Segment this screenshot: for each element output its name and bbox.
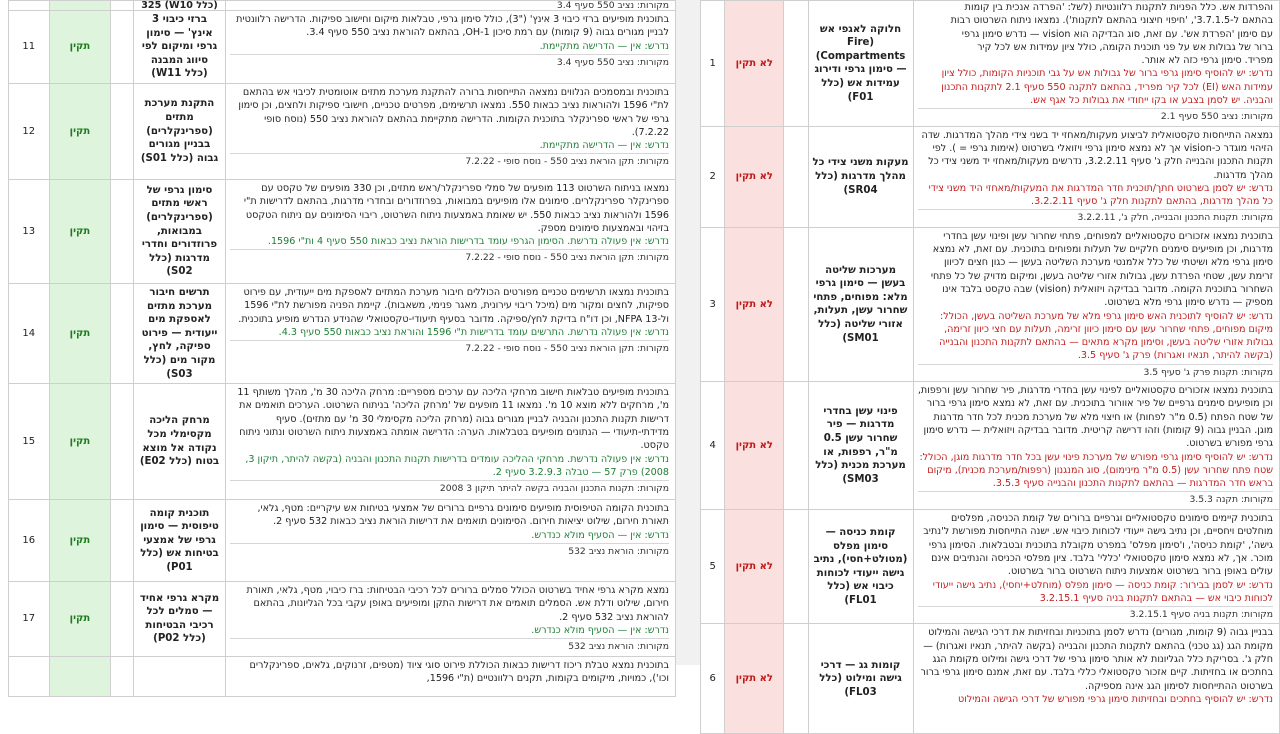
requirement-name: מעקות משני צידי כל מהלך מדרגות (כלל SR04) (808, 126, 913, 227)
spacer-cell (111, 582, 133, 656)
description-line: מפריד. סימון גרפי כזה לא אותר. (1141, 55, 1273, 67)
table-row (9, 283, 676, 383)
requirement-description (913, 382, 1279, 510)
description-text: בבניין גבוה (9 קומות, מגורים) נדרש לסמן בתוכניות ובחזיתות את דרכי הגישה והמילוט מקומת הגג (גג טכני) בהתאם לתקנות התכנון והבנייה (בקשה להיתר, תנאיו ואגרות) — חלק ג'. בסריקת כלל הגליונות לא אותר סימון גרפי של דרכי גישה ומילוט מקומת הגג בחתכים או בחזיתות. קיים אזכור טקסטואלי כללי בלבד. עם זאת, אמנם סימון גרפי ברור בשרטוט ההתייחסות לסימון הגג אינה מספיקה. (920, 627, 1273, 692)
requirement-description (226, 582, 676, 656)
status-badge: לא תקין (725, 510, 784, 624)
requirement-name (133, 656, 225, 696)
required-action: נדרש: יש להוסיף לתוכנית האש סימון גרפי מלא של מערכת השליטה בעשן, הכולל: מיקום מפוחים, פתחי שחרור עשן עם סימון כיוון זרימה, תעלות עם חצי כיוון זרימה, גבולות אזורי שליטה בעשן, וסימון מקרא מתאים — בהתאם לתקנות התכנון והבנייה (בקשה להיתר, תנאיו ואגרות) פרק ג' סעיף 3.5. (939, 310, 1273, 362)
status-badge: תקין (49, 83, 111, 179)
status-badge: לא תקין (725, 382, 784, 510)
row-number: 1 (701, 1, 725, 127)
source-reference: מקורות: תקן הוראת נציב 550 - נוסח סופי - 7.2.22 (230, 249, 669, 264)
description-text: בתוכנית מופיעים ברזי כיבוי 3 אינץ' ("3), כולל סימון גרפי, טבלאות מיקום וחישוב ספיקות. הדרישה רלוונטית לבניין מגורים גבוה (9 קומות) עם רמת סיכון OH-1, בהתאם להוראת נציב 550 סעיף 3.4. (236, 14, 669, 39)
row-number: 12 (9, 83, 50, 179)
required-action: נדרש: יש להוסיף סימון גרפי ברור של גבולות אש על גבי תוכניות הקומות, כולל ציון עמידות האש (EI) לכל קיר מפריד, בהתאם לתקנה 550 סעיף 2.1 לתקנות התכנון והבניה. יש לסמן בצבע או בקו ייחודי את גבולות כל אגף אש. (941, 68, 1273, 107)
source-reference: מקורות: נציב 550 סעיף 3.4 (230, 54, 669, 69)
requirement-description (226, 500, 676, 582)
description-line: בהתאם ל-3.7.1.5', 'חיפוי חיצוני בהתאם לתקנות'). נמצאו ניתוח השרטוט רבות (950, 15, 1273, 27)
row-number (9, 656, 50, 696)
spacer-cell (111, 283, 133, 383)
requirement-name: תוכנית קומה טיפוסית — סימון גרפי של אמצעי בטיחות אש (כלל P01) (133, 500, 225, 582)
requirement-description (226, 656, 676, 696)
status-badge: תקין (49, 582, 111, 656)
requirement-name: מערכות שליטה בעשן — סימון גרפי מלא: מפוחים, פתחי שחרור עשן, תעלות, אזורי שליטה (כלל SM01) (808, 227, 913, 381)
table-row (9, 500, 676, 582)
source-reference: מקורות: תקנות התכנון והבניה בקשה להיתר תיקון 3 2008 (230, 480, 669, 495)
spacer-cell (111, 500, 133, 582)
table-row (701, 1, 1280, 127)
required-action: נדרש: אין — הסעיף מולא כנדרש. (531, 625, 669, 637)
table-row (9, 179, 676, 283)
description-text: בתוכנית נמצאו אזכורים טקסטואליים לפינוי עשן בחדרי מדרגות, פיר שחרור עשן ורפפות, וכן מופיעים סימנים גרפיים של פיר אוורור בתוכנית. עם זאת, לא נמצא סימון גרפי ברור של שטח הפתח (0.5 מ"ר לפחות) או חיצוי מלא של מערכת מכנית לכל חדר מדרגות מוגן. הבניין גבוה (9 קומות) וזהו דרישה קריטית. מדובר בבדיקה ויזואלית — נדרש סימון גרפי מפורש בשרטוט. (917, 385, 1273, 450)
requirement-description (913, 126, 1279, 227)
source-reference: מקורות: הוראת נציב 532 (230, 543, 669, 558)
requirement-description (913, 1, 1279, 127)
spacer-cell (111, 11, 133, 84)
source-reference: מקורות: נציב 550 סעיף 2.1 (918, 108, 1273, 123)
description-line: והפרדות אש. כלל הפניות לתקנות רלוונטיות (לשל: 'הפרדה אנכית בין קומות (964, 2, 1273, 13)
row-number: 16 (9, 500, 50, 582)
requirement-name: ברזי כיבוי 3 אינץ' — סימון גרפי ומיקום לפי סיווג המבנה (כלל W11) (133, 11, 225, 84)
requirement-description (226, 384, 676, 500)
requirement-name: קומות גג — דרכי גישה ומילוט (כלל FL03) (808, 624, 913, 734)
required-action: נדרש: אין — הדרישה מתקיימת. (539, 40, 669, 52)
required-action: נדרש: יש להוסיף בחתכים ובחזיתות סימון גרפי מפורש של דרכי הגישה והמילוט (957, 693, 1273, 705)
requirement-description (913, 510, 1279, 624)
status-badge: לא תקין (725, 624, 784, 734)
source-reference: מקורות: תקן הוראת נציב 550 - נוסח סופי - 7.2.22 (230, 340, 669, 355)
source-reference: מקורות: תקנה 3.5.3 (918, 491, 1273, 506)
table-row (701, 227, 1280, 381)
description-text: נמצא מקרא גרפי אחיד בשרטוט הכולל סמלים ברורים לכל רכיבי הבטיחות: ברז כיבוי, מטף, גלאי, תאורת חירום, שילוט ודלת אש. הסמלים תואמים את דרישות התקן ומופיעים באופן עקבי בכל הגליונות, בהתאם להוראת נציב 532 סעיף 2. (246, 585, 669, 623)
requirement-name: פינוי עשן בחדרי מדרגות — פיר שחרור עשן 0.5 מ"ר, רפפות, או מערכת מכנית (כלל SM03) (808, 382, 913, 510)
description-text: בתוכנית נמצא טבלת ריכוז דרישות כבאות הכוללת פירוט סוגי ציוד (מטפים, זרנוקים, גלאים, ספרינקלרים וכו'), כמויות, מיקומים בקומות, תקנים רלוונטיים (ת"י 1596, (249, 659, 669, 684)
status-badge: לא תקין (725, 1, 784, 127)
table-row (9, 1, 676, 11)
row-number: 15 (9, 384, 50, 500)
row-number (9, 1, 50, 11)
page-gap (676, 0, 700, 665)
spacer-cell (784, 510, 808, 624)
source-reference: מקורות: תקנות התכנון והבנייה, חלק ג', 3.2.2.11 (918, 209, 1273, 224)
requirement-name: תרשים חיבור מערכת מתזים לאספקת מים ייעודית — פירוט ספיקה, לחץ, מקור מים (כלל S03) (133, 283, 225, 383)
requirement-description (226, 283, 676, 383)
status-badge (49, 1, 111, 11)
source-reference: מקורות: תקנות פרק ג' סעיף 3.5 (918, 364, 1273, 379)
requirement-name: מקרא גרפי אחיד — סמלים לכל רכיבי הבטיחות (כלל P02) (133, 582, 225, 656)
table-row (9, 11, 676, 84)
table-row (9, 83, 676, 179)
requirement-description (226, 179, 676, 283)
description-text: בתוכנית נמצאו תרשימים טכניים מפורטים הכוללים חיבור מערכת המתזים לאספקת מים ייעודית, עם פירוט ספיקות, לחצים ומקור מים (מיכל ריבוי עירונית, מאגר פנימי, משאבות). קיימת הפניה מפורשת לת"י 1596 ול-NFPA 13, וכן דו"ח בדיקת לחץ/ספיקה. מדובר בסעיף תיעודי-טקסטואלי שהנידע הנדרש מופיע בתוכנית. (238, 286, 669, 325)
requirement-name: קומת כניסה — סימון מפלס (מטולט+חסי), נתיב גישה ייעודי לכוחות כיבוי אש (כלל FL01) (808, 510, 913, 624)
row-number: 11 (9, 11, 50, 84)
source-reference: מקורות: הוראת נציב 532 (230, 638, 669, 653)
left-page (8, 0, 676, 684)
spacer-cell (111, 656, 133, 696)
spacer-cell (111, 83, 133, 179)
row-number: 2 (701, 126, 725, 227)
status-badge: תקין (49, 11, 111, 84)
requirement-description (913, 624, 1279, 734)
required-action: נדרש: יש להוסיף סימון גרפי מפורש של מערכת פינוי עשן בכל חדר מדרגות מוגן, הכולל: שטח פתח שחרור עשן (0.5 מ"ר מינימום), סוג המנגנון (רפפות/מערכת מכנית), מיקום בראש חדר המדרגות — בהתאם לתקנות התכנון והבנייה סעיף 3.5.3. (919, 451, 1273, 490)
status-badge: לא תקין (725, 126, 784, 227)
spacer-cell (784, 624, 808, 734)
spacer-cell (111, 179, 133, 283)
requirement-description (226, 1, 676, 11)
spacer-cell (111, 1, 133, 11)
right-requirements-table (700, 0, 1280, 734)
row-number: 13 (9, 179, 50, 283)
description-text: בתוכנית נמצאו אזכורים טקסטואליים למפוחים, פתחי שחרור עשן ופינוי עשן בחדרי מדרגות, וכן מופיעים סימנים חלקיים של תעלות ומפוחים בתוכנית. עם זאת, לא נמצא סימון גרפי מלא ושיטתי של כלל אלמנטי מערכת השליטה בעשן — כגון חצים לכיוון זרימת עשן, שטחי הפרדת עשן, גבולות אזורי שליטה בעשן, ומיקום מדויק של כל פתחי השחרור בתוכנית הקומה. מדובר בבדיקה ויזואלית (vision) שבה טקסט בלבד אינו מספיק — נדרש סימון גרפי מלא בשרטוט. (930, 230, 1273, 309)
required-action: נדרש: אין פעולה נדרשת. התרשים עומד בדרישות ת"י 1596 והוראת נציב כבאות 550 סעיף 4.3. (278, 326, 669, 338)
requirement-name: מרחק הליכה מקסימלי מכל נקודה אל מוצא בטוח (כלל E02) (133, 384, 225, 500)
table-row (9, 656, 676, 696)
table-row (9, 384, 676, 500)
requirement-description (226, 83, 676, 179)
row-number: 14 (9, 283, 50, 383)
required-action: נדרש: יש לסמן בבירור: קומת כניסה — סימון מפלס (מוחלט+יחסי), נתיב גישה ייעודי לכוחות כיבוי אש — בהתאם לתקנות בניה סעיף 3.2.15.1 (932, 579, 1273, 604)
spacer-cell (111, 384, 133, 500)
status-badge: תקין (49, 384, 111, 500)
table-row (701, 510, 1280, 624)
description-text: בתוכנית הקומה הטיפוסית מופיעים סימונים גרפיים ברורים של אמצעי בטיחות אש עיקריים: מטף, גלאי, תאורת חירום, שילוט יציאות חירום. הסימונים תואמים את דרישות הוראת נציב כבאות 532 סעיף 2. (257, 503, 669, 528)
description-line: עם סימון 'הפרדת אש'. עם זאת, סוג הבדיקה הוא vision — נדרש סימון גרפי (961, 28, 1273, 40)
required-action: נדרש: אין — הדרישה מתקיימת. (539, 140, 669, 152)
spacer-cell (784, 1, 808, 127)
right-page (700, 0, 1280, 705)
requirement-name: (כלל W10) 325 (133, 1, 225, 11)
description-text: בתוכנית קיימים סימונים טקסטואליים וגרפיים ברורים של קומת הכניסה, מפלסים מוחלטים ויחסיים, וכן נתיב גישה ייעודי לכוחות כיבוי אש. ישנה התייחסות מפורשת ל'נתיב גישה', 'קומת כניסה', ו'סימון מפלס' במפרט מקובלת בתוכנית ובטבלאות. הסימון גרפי מוכר. אך, לא נמצא סימון טקסטואלי 'כללי' בלבד. ציון מפלסי הכניסה והנתיבים אינם עולים באופן ברור בשרטוט אמצעות ניתוח השרטוט ברור בשרטוט. (923, 513, 1273, 578)
status-badge: תקין (49, 500, 111, 582)
row-number: 3 (701, 227, 725, 381)
status-badge: לא תקין (725, 227, 784, 381)
description-line: ברור של גבולות אש על פני תוכנית הקומה, כולל ציון עמידות אש לכל קיר (977, 41, 1273, 53)
requirement-name: חלוקה לאגפי אש (Fire Compartments) — סימון גרפי ודירוג עמידות אש (כלל F01) (808, 1, 913, 127)
description-text: בתוכנית מופיעים טבלאות חישוב מרחקי הליכה עם ערכים מספריים: מרחק הליכה 30 מ', מהלך משותף 11 מ', מרחקים ללא מוצא 10 מ'. נמצאו 11 מופעים של 'מרחק הליכה' בניתוח השרטוט. הערכים תואמים את דרישות תקנות התכנון והבניה לבניין מגורים גבוה (מרחק הליכה מקסימלי 30 מ' עם מתזים). סעיף מדידתי-תיעודי — הנתונים מופיעים בטבלאות. הערה: הדרישה אומתה באמצעות ניתוח השרטוט ונתוני ניתוח טקסט. (237, 387, 669, 452)
source-reference: מקורות: תקנות בניה סעיף 3.2.15.1 (918, 606, 1273, 621)
requirement-name: סימון גרפי של ראשי מתזים (ספרינקלרים) במבואות, פרוזדורים וחדרי מדרגות (כלל S02) (133, 179, 225, 283)
left-requirements-table (8, 0, 676, 697)
status-badge: תקין (49, 179, 111, 283)
row-number: 5 (701, 510, 725, 624)
status-badge: תקין (49, 283, 111, 383)
table-row (701, 382, 1280, 510)
table-row (701, 624, 1280, 734)
source-reference: מקורות: נציב 550 סעיף 3.4 (556, 0, 669, 11)
row-number: 4 (701, 382, 725, 510)
required-action: נדרש: יש לסמן בשרטוט חתך/תוכנית חדר המדרגות את המעקות/מאחזי היד משני צידי כל מהלך מדרגות, בהתאם לתקנות חלק ג' סעיף 3.2.2.11. (928, 182, 1273, 208)
source-reference: מקורות: תקן הוראת נציב 550 - נוסח סופי - 7.2.22 (230, 153, 669, 168)
description-text: נמצאו בניתוח השרטוט 113 מופעים של סמלי ספרינקלר/ראש מתזים, וכן 330 מופעים של טקסט עם ספרינקלר ספרינקלרים. סימונים אלו מופיעים במבואות, בפרוזדורים ובחדרי מדרגות, בהתאם לדרישות ת"י 1596 ולהוראות נציב כבאות 550. יש שאומת באמצעות ניתוח השרטוט, ריבוי הסימונים עם ניתוח הטקסט בזיהוי ובאמצעות סימונים מספק. (243, 182, 669, 234)
table-row (701, 126, 1280, 227)
description-text: בתוכנית ובמסמכים הנלווים נמצאה התייחסות ברורה להתקנת מערכת מתזים אוטומטית לכיבוי אש בהתאם לת"י 1596 ולהוראות נציב כבאות 550. נמצאו תרשימים, מפרטים טכניים, חישובי ספיקות ולחצים, וכן סימון גרפי של ראשי ספרינקלר בתוכנית הקומות. הדרישה מתקיימת בהתאם להוראת נציב 550 (נוסח סופי 7.2.22). (238, 86, 669, 138)
status-badge (49, 656, 111, 696)
table-row (9, 582, 676, 656)
requirement-description (226, 11, 676, 84)
required-action: נדרש: אין פעולה נדרשת. מרחקי ההליכה עומדים בדרישות תקנות התכנון והבניה (בקשה להיתר, תיקון 3, 2008) פרק 57 — טבלה 3.2.9.3 סעיף 2. (245, 453, 669, 478)
required-action: נדרש: אין פעולה נדרשת. הסימון הגרפי עומד בדרישות הוראת נציב כבאות 550 סעיף 4 ות"י 1596. (267, 236, 669, 248)
spacer-cell (784, 382, 808, 510)
requirement-description (913, 227, 1279, 381)
spacer-cell (784, 126, 808, 227)
requirement-name: התקנת מערכת מתזים (ספרינקלרים) בבניין מגורים גבוה (כלל S01) (133, 83, 225, 179)
spacer-cell (784, 227, 808, 381)
row-number: 6 (701, 624, 725, 734)
required-action: נדרש: אין — הסעיף מולא כנדרש. (531, 529, 669, 541)
row-number: 17 (9, 582, 50, 656)
description-text: נמצאה התייחסות טקסטואלית לביצוע מעקות/מאחזי יד בשני צידי מהלך המדרגות. שדה הזיהוי מוגדר כ-vision אך לא נמצא סימון גרפי ויזואלי בשרטוט (אימות גרפי = ). לפי תקנות התכנון והבנייה חלק ג' סעיף 3.2.2.11, נדרשים מעקות/מאחזי יד משני צידי כל מהלך מדרגות. (921, 129, 1273, 181)
